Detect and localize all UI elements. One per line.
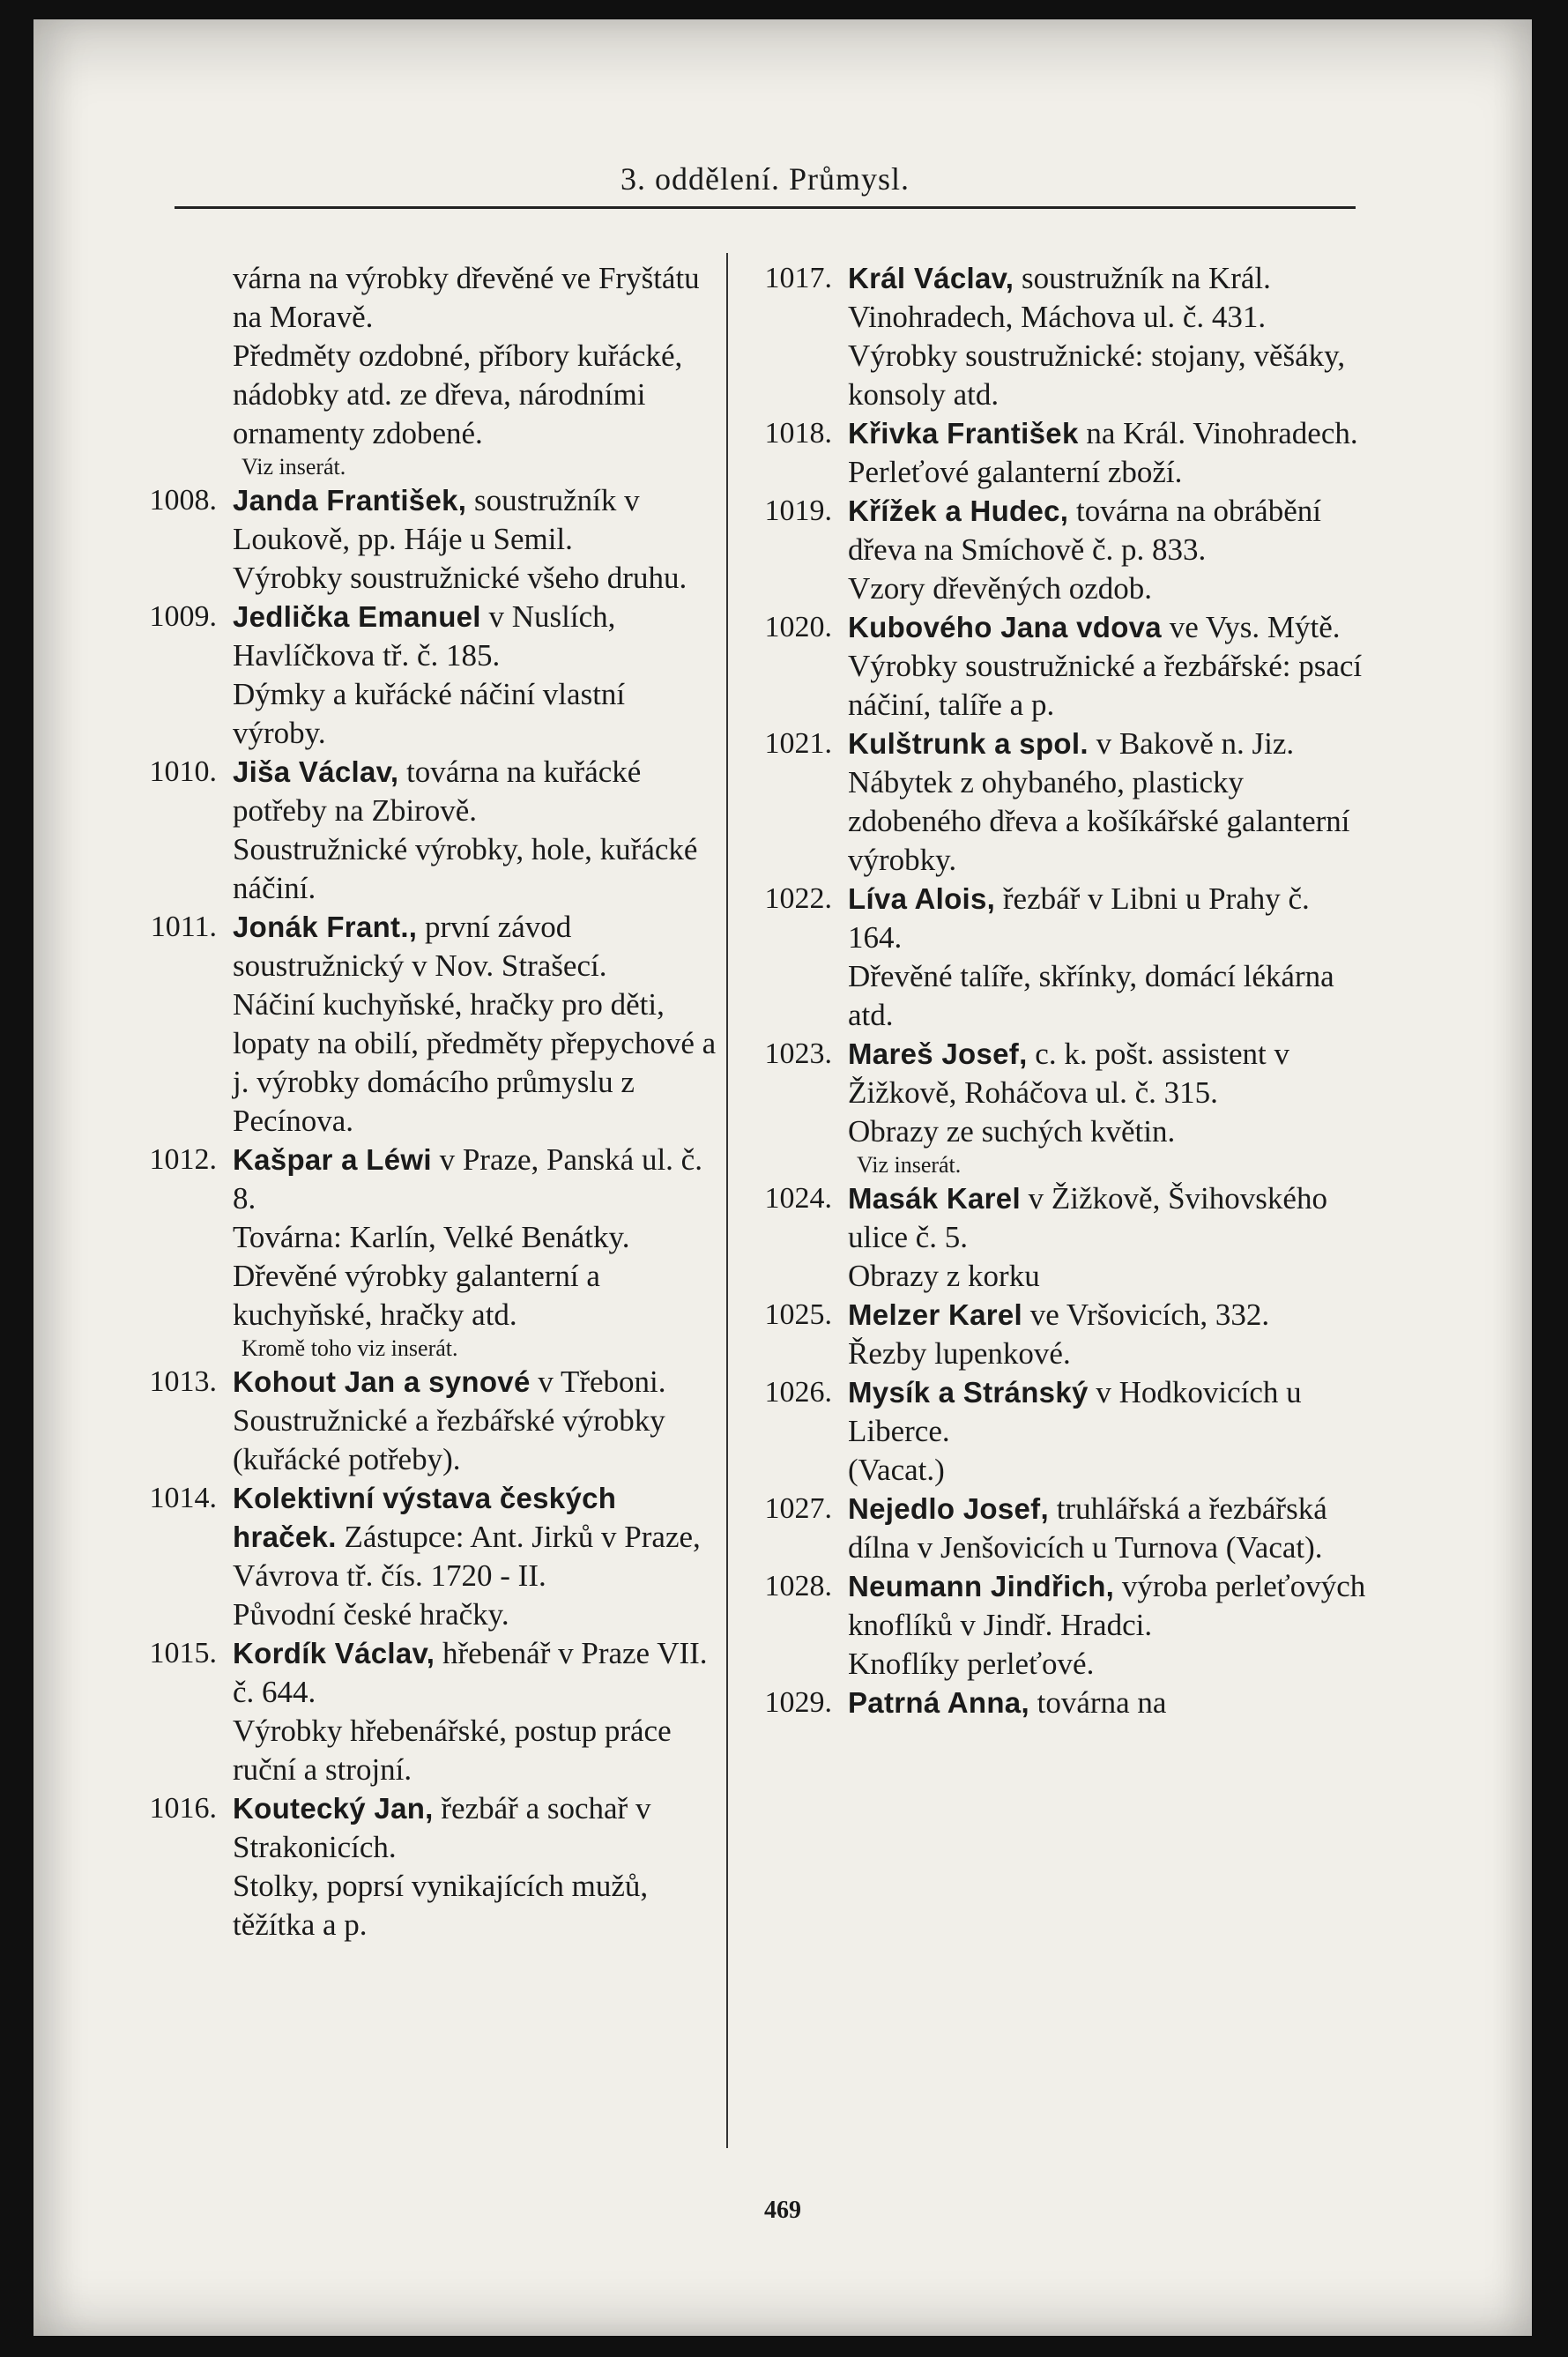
entry-name: Janda František, [233,484,467,517]
entry-number: 1014. [149,1482,217,1514]
entry-name: Koutecký Jan, [233,1792,434,1825]
entry-description: Obrazy ze suchých květin. [848,1114,1176,1149]
entry-name: Jiša Václav, [233,755,399,788]
entry-number: 1020. [764,611,832,643]
entry-number: 1010. [149,755,217,788]
entry-info: v Žižkově, Švihovského ulice č. 5. [848,1181,1327,1254]
entry-number: 1017. [764,262,832,294]
entry-name: Kubového Jana vdova [848,611,1162,643]
entry-name: Kulštrunk a spol. [848,727,1089,760]
entry-description: Továrna: Karlín, Velké Benátky. Dřevěné výrobky galanterní a kuchyňské, hračky atd. [233,1220,630,1332]
entry-info: řezbář a sochař v Strakonicích. [233,1791,651,1864]
entry-description: Předměty ozdobné, příbory kuřácké, nádobky atd. ze dřeva, národními ornamenty zdobené. [233,338,683,450]
entry-name: Mareš Josef, [848,1037,1028,1070]
entry-info: továrna na kuřácké potřeby na Zbirově. [233,755,642,828]
entry [129,753,719,908]
entry [744,1179,1366,1296]
entry [129,1141,719,1363]
entry-description: Výrobky soustružnické a řezbářské: psací náčiní, talíře a p. [848,649,1363,722]
entry-number: 1018. [764,417,832,450]
entry [129,598,719,753]
entry-name: Jedlička Emanuel [233,600,481,633]
entry-info: továrna na [1029,1685,1167,1720]
entry-number: 1019. [764,494,832,527]
entry-info: várna na výrobky dřevěné ve Fryštátu na Moravě. [233,261,700,334]
entry-description: Vzory dřevěných ozdob. [848,571,1153,606]
entry [744,1567,1366,1684]
entry-info: továrna na obrábění dřeva na Smíchově č. p. 833. [848,494,1321,567]
entry-name: Líva Alois, [848,882,996,915]
entry [744,414,1366,492]
entry-name: Jonák Frant., [233,911,418,943]
page-header: 3. oddělení. Průmysl. [621,161,910,197]
entry-name: Kolektivní výstava českých hraček. [233,1482,617,1553]
column-divider [726,253,728,2148]
entry-info: v Nuslích, Havlíčkova tř. č. 185. [233,599,616,673]
entry-name: Masák Karel [848,1182,1021,1215]
entry-description: Výrobky hřebenářské, postup práce ruční a strojní. [233,1714,672,1787]
entry [744,1490,1366,1567]
entry [744,1296,1366,1373]
entry-note: Viz inserát. [242,454,346,480]
entry [129,1479,719,1634]
entry-description: Soustružnické výrobky, hole, kuřácké náčiní. [233,832,698,905]
entry-info: výroba perleťových knoflíků v Jindř. Hradci. [848,1569,1366,1642]
entry-number: 1009. [149,600,217,633]
entry-name: Kohout Jan a synové [233,1365,531,1398]
left-column [129,259,719,1944]
entry-number: 1021. [764,727,832,760]
entry-note: Viz inserát. [857,1152,962,1178]
entry-description: Původní české hračky. [233,1597,509,1632]
entry-description: Nábytek z ohybaného, plasticky zdobeného dřeva a košíkářské galanterní výrobky. [848,765,1350,877]
entry-name: Křivka František [848,417,1079,450]
entry-name: Patrná Anna, [848,1686,1029,1719]
entry-name: Král Václav, [848,262,1014,294]
entry-name: Křížek a Hudec, [848,494,1069,527]
entry [744,259,1366,414]
entry [744,1035,1366,1179]
entry-info: Zástupce: Ant. Jirků v Praze, Vávrova tř. čís. 1720 - II. [233,1520,701,1593]
entry-description: Výrobky soustružnické všeho druhu. [233,561,687,595]
entry-info: truhlářská a řezbářská dílna v Jenšovicích u Turnova (Vacat). [848,1491,1327,1565]
entry-name: Kordík Václav, [233,1637,435,1669]
entry [129,1634,719,1789]
entry-info: v Třeboni. [530,1364,666,1399]
entry [129,259,719,481]
entry-info: soustružník v Loukově, pp. Háje u Semil. [233,483,640,556]
entry-note: Kromě toho viz inserát. [242,1335,458,1361]
entry [744,1373,1366,1490]
entry-number: 1022. [764,882,832,915]
entry-info: ve Vršovicích, 332. [1022,1297,1270,1332]
entry-info: v Praze, Panská ul. č. 8. [233,1142,702,1216]
entry-info: v Bakově n. Jiz. [1088,726,1295,761]
entry-name: Mysík a Stránský [848,1376,1089,1409]
entry [744,608,1366,725]
entry-description: Knoflíky perleťové. [848,1647,1095,1681]
entry-name: Melzer Karel [848,1298,1023,1331]
entry-description: Stolky, poprsí vynikajících mužů, těžítka a p. [233,1869,649,1942]
entry [129,481,719,598]
entry-description: Obrazy z korku [848,1259,1040,1293]
entry [744,1684,1366,1722]
header-rule [175,206,1356,209]
entry-number: 1029. [764,1686,832,1719]
entry-number: 1027. [764,1492,832,1525]
entry-info: soustružník na Král. Vinohradech, Máchova ul. č. 431. [848,261,1271,334]
entry-description: Perleťové galanterní zboží. [848,455,1183,489]
entry-number: 1011. [150,911,217,943]
entry-number: 1026. [764,1376,832,1409]
entry [129,908,719,1141]
entry-name: Kašpar a Léwi [233,1143,432,1176]
entry-number: 1028. [764,1570,832,1602]
page-number: 469 [764,2197,801,2224]
entry-description: Výrobky soustružnické: stojany, věšáky, konsoly atd. [848,338,1346,412]
entry-info: první závod soustružnický v Nov. Strašecí. [233,910,607,983]
entry-info: na Král. Vinohradech. [1078,416,1358,450]
entry-number: 1023. [764,1037,832,1070]
entry-number: 1013. [149,1365,217,1398]
entry-number: 1024. [764,1182,832,1215]
entry [744,880,1366,1035]
entry-info: c. k. pošt. assistent v Žižkově, Roháčova ul. č. 315. [848,1037,1290,1110]
entry-description: Soustružnické a řezbářské výrobky (kuřácké potřeby). [233,1403,665,1476]
entry [744,725,1366,880]
book-page [33,19,1532,2336]
entry-description: Dýmky a kuřácké náčiní vlastní výroby. [233,677,626,750]
entry-number: 1008. [149,484,217,517]
entry-number: 1016. [149,1792,217,1825]
entry-info: v Hodkovicích u Liberce. [848,1375,1302,1448]
entry-description: Dřevěné talíře, skřínky, domácí lékárna atd. [848,959,1334,1032]
entry [129,1789,719,1944]
entry-name: Neumann Jindřich, [848,1570,1115,1602]
entry-number: 1015. [149,1637,217,1669]
entry-info: ve Vys. Mýtě. [1161,610,1341,644]
entry [129,1363,719,1479]
entry-number: 1025. [764,1298,832,1331]
entry-description: (Vacat.) [848,1453,945,1487]
entry-description: Řezby lupenkové. [848,1336,1071,1371]
entry-number: 1012. [149,1143,217,1176]
entry-name: Nejedlo Josef, [848,1492,1049,1525]
right-column [744,259,1366,1722]
entry-description: Náčiní kuchyňské, hračky pro děti, lopaty na obilí, předměty přepychové a j. výrobky domácího průmyslu z Pecínova. [233,987,717,1138]
entry-info: řezbář v Libni u Prahy č. 164. [848,881,1310,955]
entry [744,492,1366,608]
entry-info: hřebenář v Praze VII. č. 644. [233,1636,708,1709]
